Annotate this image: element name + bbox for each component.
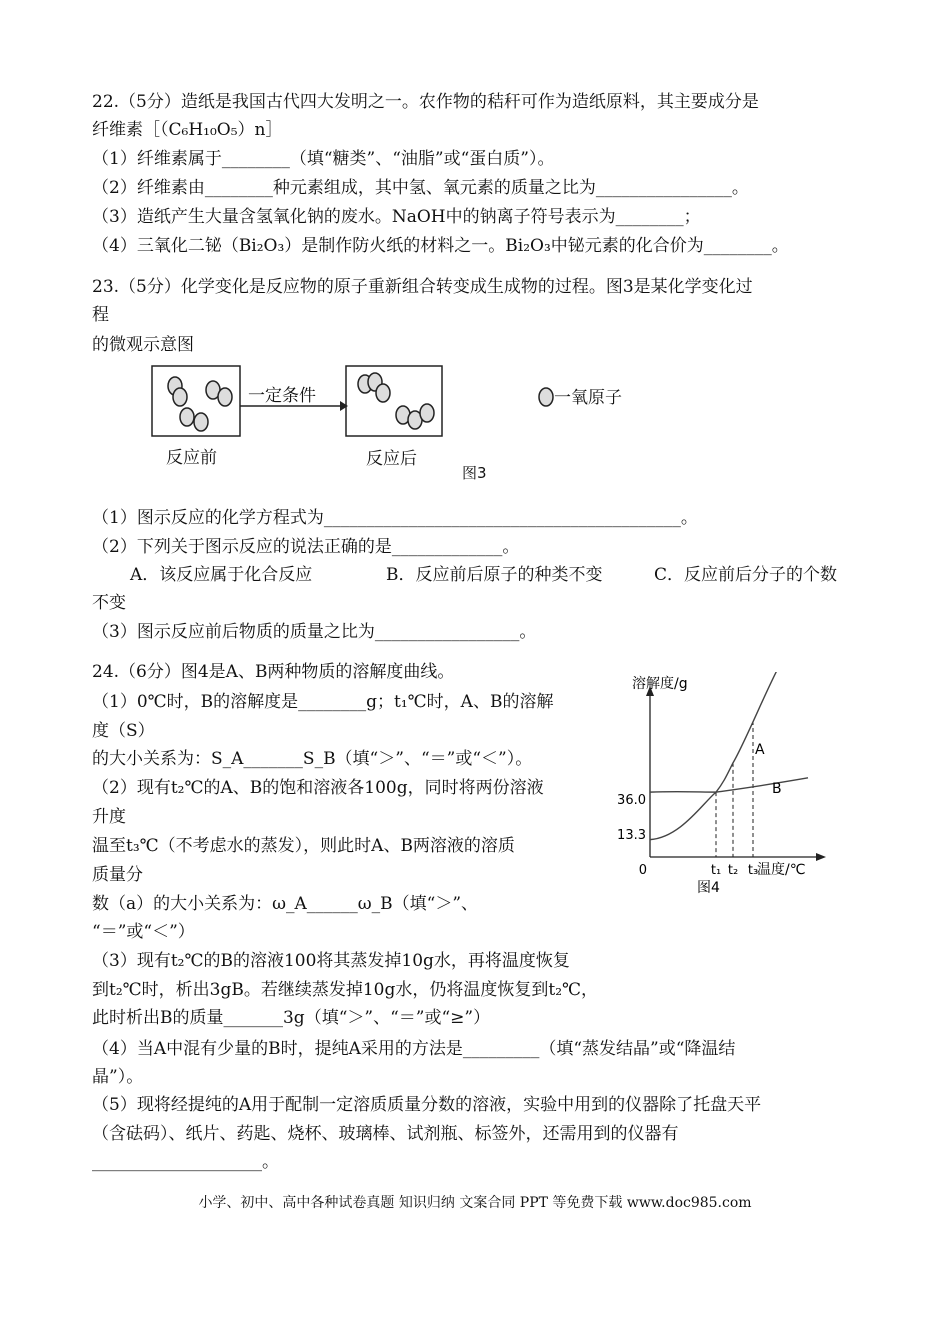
y-tick-label: 13.3 (617, 828, 646, 843)
q24-line13: （4）当A中混有少量的B时，提纯A采用的方法是_________（填“蒸发结晶”或“降温结 (92, 1039, 736, 1059)
oxygen-atom (173, 388, 187, 406)
x-tick-label-t2: t₂ (727, 863, 739, 878)
x-axis-arrow (816, 853, 826, 861)
oxygen-atom (194, 413, 208, 431)
before-label: 反应前 (166, 448, 217, 468)
q22-part4: （4）三氧化二铋（Bi₂O₃）是制作防火纸的材料之一。Bi₂O₃中铋元素的化合价为________。 (92, 236, 789, 256)
q24-line1: （1）0℃时，B的溶解度是________g；t₁℃时，A、B的溶解 (92, 692, 554, 712)
x-axis-label: 温度/℃ (757, 862, 806, 878)
oxygen-atom (218, 388, 232, 406)
q23-part3: （3）图示反应前后物质的质量之比为_________________。 (92, 622, 537, 642)
figure3-reaction-diagram (140, 360, 660, 490)
q23-stem-line1: 23.（5分）化学变化是反应物的原子重新组合转变成生成物的过程。图3是某化学变化过 (92, 277, 753, 297)
arrow-head (340, 401, 348, 411)
q24-line17: ____________________。 (92, 1152, 279, 1172)
q24-line16: （含砝码）、纸片、药匙、烧杯、玻璃棒、试剂瓶、标签外，还需用到的仪器有 (92, 1124, 679, 1144)
q24-line5: 升度 (92, 807, 126, 827)
q24-line10: （3）现有t₂℃的B的溶液100将其蒸发掉10g水，再将温度恢复 (92, 951, 570, 971)
q23-option-c: C．反应前后分子的个数 (654, 565, 838, 585)
figure4-caption: 图4 (697, 880, 720, 896)
q23-option-b: B．反应前后原子的种类不变 (386, 565, 603, 585)
q24-line15: （5）现将经提纯的A用于配制一定溶质质量分数的溶液，实验中用到的仪器除了托盘天平 (92, 1095, 762, 1115)
q24-line14: 晶”）。 (92, 1067, 144, 1087)
x-tick-label-t1: t₁ (710, 863, 722, 878)
q23-part1: （1）图示反应的化学方程式为__________________________________________。 (92, 508, 698, 528)
series-b-curve (650, 778, 808, 792)
oxygen-atom (180, 408, 194, 426)
after-label: 反应后 (366, 449, 417, 469)
q22-stem-line1: 22.（5分）造纸是我国古代四大发明之一。农作物的秸秆可作为造纸原料，其主要成分是 (92, 92, 759, 112)
page-footer: 小学、初中、高中各种试卷真题 知识归纳 文案合同 PPT 等免费下载 www.doc985.com (198, 1195, 752, 1211)
q22-part1: （1）纤维素属于________（填“糖类”、“油脂”或“蛋白质”）。 (92, 149, 555, 169)
legend-label: 一氧原子 (554, 388, 622, 408)
x-tick-label-t3: t₃ (747, 863, 759, 878)
legend-oxygen-atom-icon (539, 388, 553, 406)
q23-option-a: A．该反应属于化合反应 (130, 565, 313, 585)
q24-line12: 此时析出B的质量_______3g（填“＞”、“＝”或“≥”） (92, 1008, 491, 1028)
q24-line9: “＝”或“＜”） (92, 922, 195, 942)
series-label-b: B (772, 781, 782, 797)
y-tick-label: 36.0 (617, 793, 646, 808)
q22-part3: （3）造纸产生大量含氢氧化钠的废水。NaOH中的钠离子符号表示为________； (92, 207, 701, 227)
q24-line3: 的大小关系为：S_A_______S_B（填“＞”、“＝”或“＜”）。 (92, 749, 533, 769)
q24-line6: 温至t₃℃（不考虑水的蒸发），则此时A、B两溶液的溶质 (92, 836, 515, 856)
q23-stem-line2: 程 (92, 305, 109, 325)
arrow-label: 一定条件 (248, 386, 316, 406)
y-axis-label: 溶解度/g (632, 676, 688, 692)
q22-stem-line2: 纤维素［（C₆H₁₀O₅）n］ (92, 120, 283, 140)
origin-label: 0 (638, 863, 647, 878)
q23-part2: （2）下列关于图示反应的说法正确的是_____________。 (92, 537, 520, 557)
q23-stem-line3: 的微观示意图 (92, 335, 194, 355)
q24-stem: 24.（6分）图4是A、B两种物质的溶解度曲线。 (92, 662, 455, 682)
q24-line11: 到t₂℃时，析出3gB。若继续蒸发掉10g水，仍将温度恢复到t₂℃， (92, 980, 599, 1000)
figure4-solubility-chart (600, 672, 840, 902)
q24-line7: 质量分 (92, 865, 143, 885)
q23-option-c-cont: 不变 (92, 593, 126, 613)
oxygen-atom (376, 384, 390, 402)
q22-part2: （2）纤维素由________种元素组成，其中氢、氧元素的质量之比为________________。 (92, 178, 749, 198)
figure3-caption: 图3 (462, 464, 487, 482)
q24-line8: 数（a）的大小关系为：ω_A______ω_B（填“＞”、 (92, 894, 479, 914)
oxygen-atom (420, 404, 434, 422)
q24-line2: 度（S） (92, 721, 155, 741)
q24-line4: （2）现有t₂℃的A、B的饱和溶液各100g，同时将两份溶液 (92, 778, 544, 798)
series-label-a: A (755, 742, 765, 758)
